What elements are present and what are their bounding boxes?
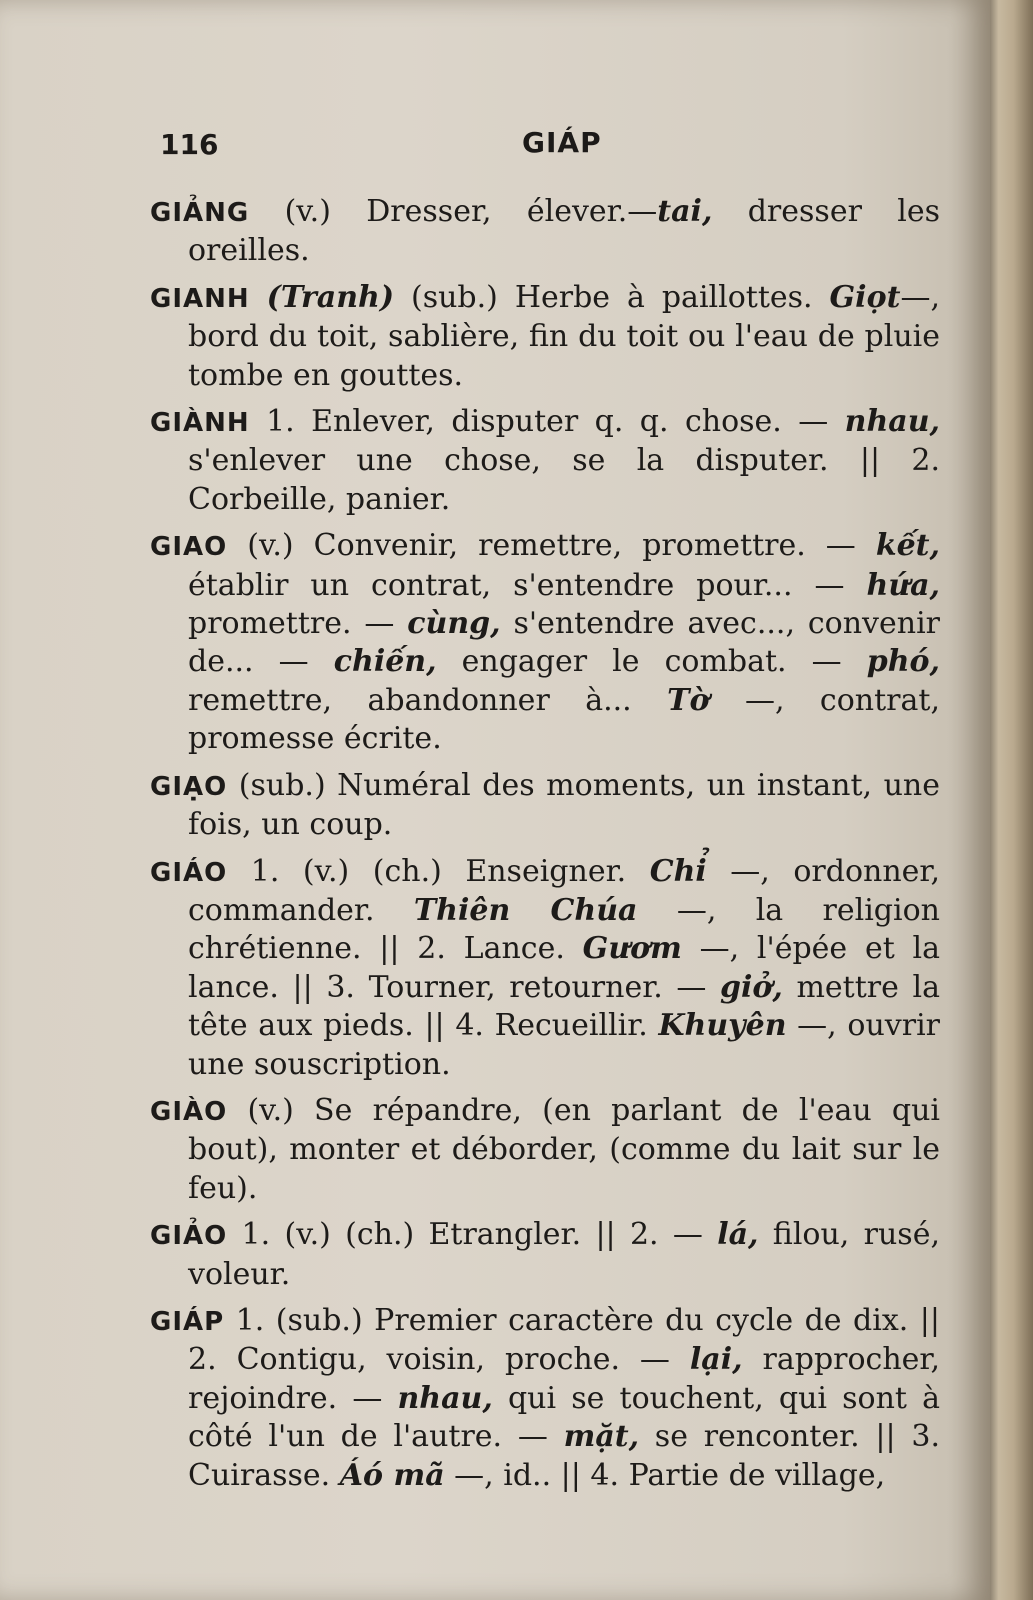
entry-text: —, ordonner, commander. <box>188 853 940 928</box>
entry-text: 1. (v.) (ch.) Etrangler. || 2. — <box>227 1217 718 1253</box>
dictionary-entry <box>150 527 940 758</box>
entry-headword: GIAO <box>150 532 228 563</box>
entry-text: se renconter. || 3. Cuirasse. <box>188 1419 941 1493</box>
entry-text: 1. (v.) (ch.) Enseigner. <box>227 853 650 889</box>
entry-text: —, la religion chrétienne. || 2. Lance. <box>188 892 940 967</box>
entry-text: —, id.. || 4. Partie de village, <box>444 1457 886 1493</box>
entry-headword: GIANH <box>150 283 250 314</box>
entry-text: s'enlever une chose, se la disputer. || 2. Corbeille, panier. <box>188 443 940 517</box>
dictionary-entry <box>150 403 940 519</box>
entry-italic-term: giở, <box>720 969 783 1005</box>
entry-text: (v.) Se répandre, (en parlant de l'eau qui bout), monter et déborder, (comme du lait sur le feu). <box>188 1092 940 1206</box>
entry-italic-term: cùng, <box>407 606 501 642</box>
entry-italic-term: chiến, <box>333 644 437 680</box>
entry-headword: GIẢNG <box>150 198 250 228</box>
dictionary-entry <box>150 1302 940 1495</box>
entry-italic-term: nhau, <box>397 1380 493 1416</box>
entry-text: (sub.) Herbe à paillottes. <box>394 279 830 315</box>
entry-italic-term: Áó mã <box>339 1457 445 1493</box>
entry-italic-term: mặt, <box>563 1419 640 1455</box>
entry-text: filou, rusé, voleur. <box>188 1217 940 1292</box>
running-head: GIÁP <box>522 126 602 159</box>
entry-italic-term: Khuyên <box>658 1008 787 1044</box>
dictionary-entries <box>150 193 940 1503</box>
entry-italic-term: Thiên Chúa <box>413 892 638 928</box>
entry-text: dresser les oreilles. <box>188 194 940 269</box>
entry-italic-term: nhau, <box>844 404 940 440</box>
entry-italic-term: Giọt <box>829 279 901 315</box>
entry-italic-term: kết, <box>875 528 940 564</box>
entry-text: —, ouvrir une souscription. <box>188 1008 941 1082</box>
entry-text: mettre la tête aux pieds. || 4. Recueillir. <box>188 969 940 1044</box>
entry-text: remettre, abandonner à... <box>188 682 668 718</box>
dictionary-entry <box>150 767 940 845</box>
entry-text: 1. (sub.) Premier caractère du cycle de dix. || 2. Contigu, voisin, proche. — <box>188 1302 940 1378</box>
entry-headword: GIÀO <box>150 1096 228 1127</box>
dictionary-entry <box>150 279 940 395</box>
entry-headword: GIÁP <box>150 1306 225 1337</box>
entry-text: (v.) Convenir, remettre, promettre. — <box>227 528 876 564</box>
page-header <box>160 128 940 168</box>
entry-italic-term: tai, <box>657 194 713 229</box>
entry-italic-term: phó, <box>866 644 940 680</box>
entry-text: établir un contrat, s'entendre pour... — <box>188 567 867 603</box>
entry-text: rapprocher, rejoindre. — <box>188 1342 941 1416</box>
entry-headword: GIÁO <box>150 857 228 888</box>
entry-italic-term: lá, <box>717 1217 759 1253</box>
entry-italic-term: Gươm <box>582 931 682 967</box>
entry-italic-term: Chỉ <box>649 853 707 889</box>
entry-headword: GIÀNH <box>150 408 250 439</box>
dictionary-entry <box>150 193 940 271</box>
entry-text: —, l'épée et la lance. || 3. Tourner, retourner. — <box>188 931 940 1005</box>
entry-text: —, bord du toit, sablière, fin du toit ou l'eau de pluie tombe en gouttes. <box>188 279 940 393</box>
entry-text: promettre. — <box>188 606 408 642</box>
dictionary-entry <box>150 1216 940 1294</box>
entry-italic-term: lại, <box>689 1342 743 1378</box>
entry-italic-term: (Tranh) <box>266 279 395 315</box>
dictionary-entry <box>150 853 940 1084</box>
book-edge <box>990 0 1033 1600</box>
entry-italic-term: Tờ <box>667 682 710 718</box>
dictionary-entry <box>150 1092 940 1208</box>
entry-text: engager le combat. — <box>436 644 867 680</box>
entry-text: (v.) Dresser, élever.— <box>249 194 658 229</box>
entry-headword: GIẢO <box>150 1221 228 1252</box>
entry-italic-term: hứa, <box>866 567 940 603</box>
entry-text: (sub.) Numéral des moments, un instant, une fois, un coup. <box>188 767 940 843</box>
entry-text: s'entendre avec..., convenir de... — <box>188 606 941 680</box>
entry-text: 1. Enlever, disputer q. q. chose. — <box>249 404 845 440</box>
page-number: 116 <box>160 128 219 161</box>
entry-text: qui se touchent, qui sont à côté l'un de l'autre. — <box>188 1380 941 1455</box>
entry-text <box>250 280 267 315</box>
entry-text: —, contrat, promesse écrite. <box>188 682 940 757</box>
entry-headword: GIẠO <box>150 771 228 802</box>
